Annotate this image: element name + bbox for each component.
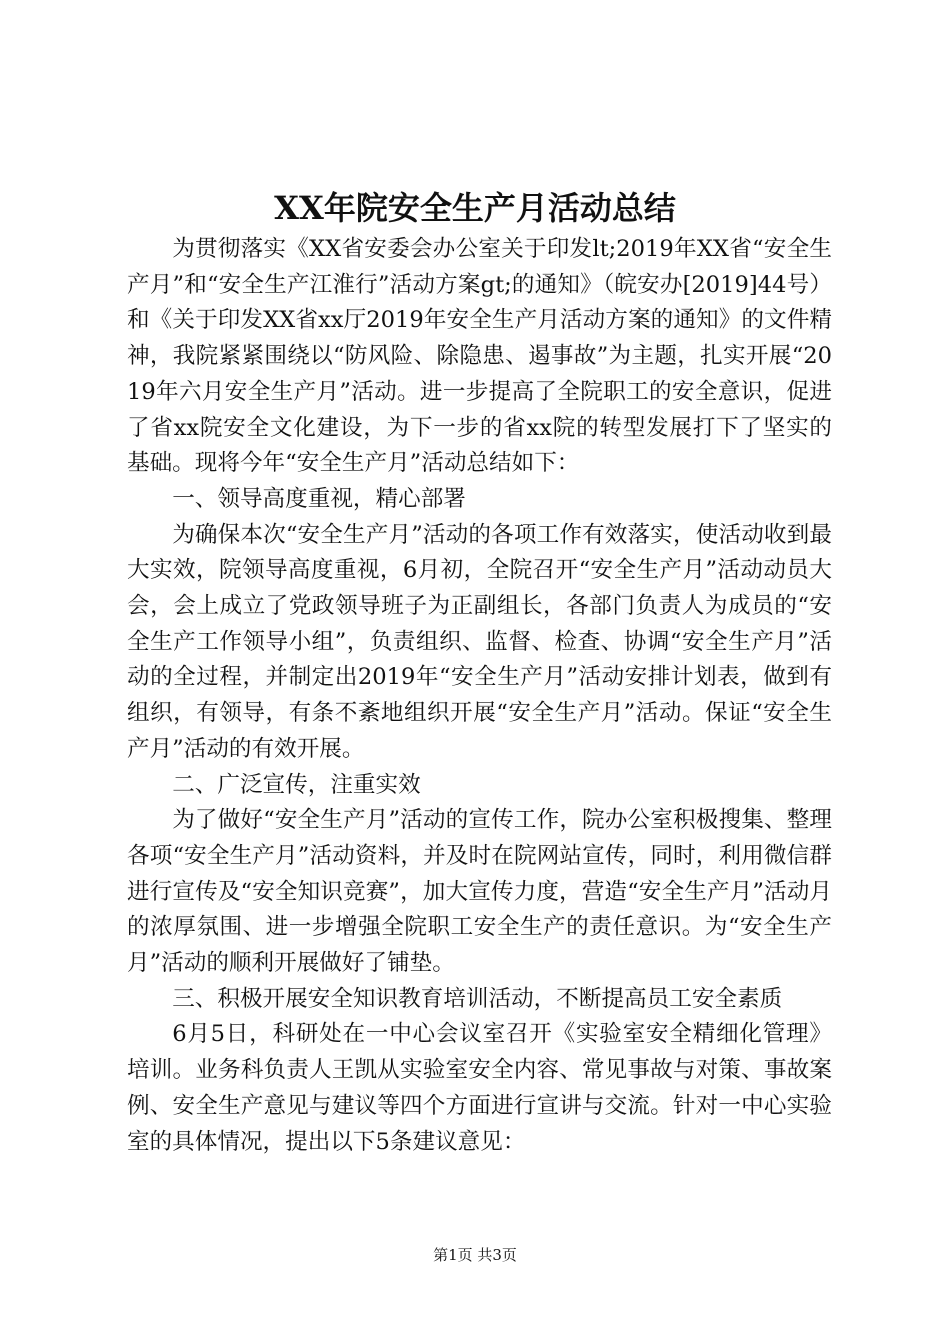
section-heading-3: 三、积极开展安全知识教育培训活动，不断提高员工安全素质 [172, 985, 783, 1012]
document-body [127, 232, 832, 1160]
section-heading-2: 二、广泛宣传，注重实效 [172, 771, 421, 798]
section-heading-1: 一、领导高度重视，精心部署 [172, 485, 466, 512]
section-paragraph-1: 为确保本次“安全生产月”活动的各项工作有效落实，使活动收到最大实效，院领导高度重视，6月初，全院召开“安全生产月”活动动员大会，会上成立了党政领导班子为正副组长，各部门负责人为成员的“安全生产工作领导小组”，负责组织、监督、检查、协调“安全生产月”活动的全过程，并制定出2019年“安全生产月”活动安排计划表，做到有组织，有领导，有条不紊地组织开展“安全生产月”活动。保证“安全生产月”活动的有效开展。 [127, 521, 832, 762]
page-number-footer: 第1页 共3页 [433, 1246, 517, 1264]
section-paragraph-2: 为了做好“安全生产月”活动的宣传工作，院办公室积极搜集、整理各项“安全生产月”活动资料，并及时在院网站宣传，同时，利用微信群进行宣传及“安全知识竞赛”，加大宣传力度，营造“安全生产月”活动月的浓厚氛围、进一步增强全院职工安全生产的责任意识。为“安全生产月”活动的顺利开展做好了铺垫。 [127, 807, 832, 977]
document-title: XX年院安全生产月活动总结 [274, 189, 676, 227]
section-paragraph-3: 6月5日，科研处在一中心会议室召开《实验室安全精细化管理》培训。业务科负责人王凯从实验室安全内容、常见事故与对策、事故案例、安全生产意见与建议等四个方面进行宣讲与交流。针对一中心实验室的具体情况，提出以下5条建议意见： [127, 1021, 832, 1155]
intro-paragraph: 为贯彻落实《XX省安委会办公室关于印发lt;2019年XX省“安全生产月”和“安全生产江淮行”活动方案gt;的通知》（皖安办[2019]44号）和《关于印发XX省xx厅2019年安全生产月活动方案的通知》的文件精神，我院紧紧围绕以“防风险、除隐患、遏事故”为主题，扎实开展“2019年六月安全生产月”活动。进一步提高了全院职工的安全意识，促进了省xx院安全文化建设，为下一步的省xx院的转型发展打下了坚实的基础。现将今年“安全生产月”活动总结如下： [127, 236, 832, 477]
